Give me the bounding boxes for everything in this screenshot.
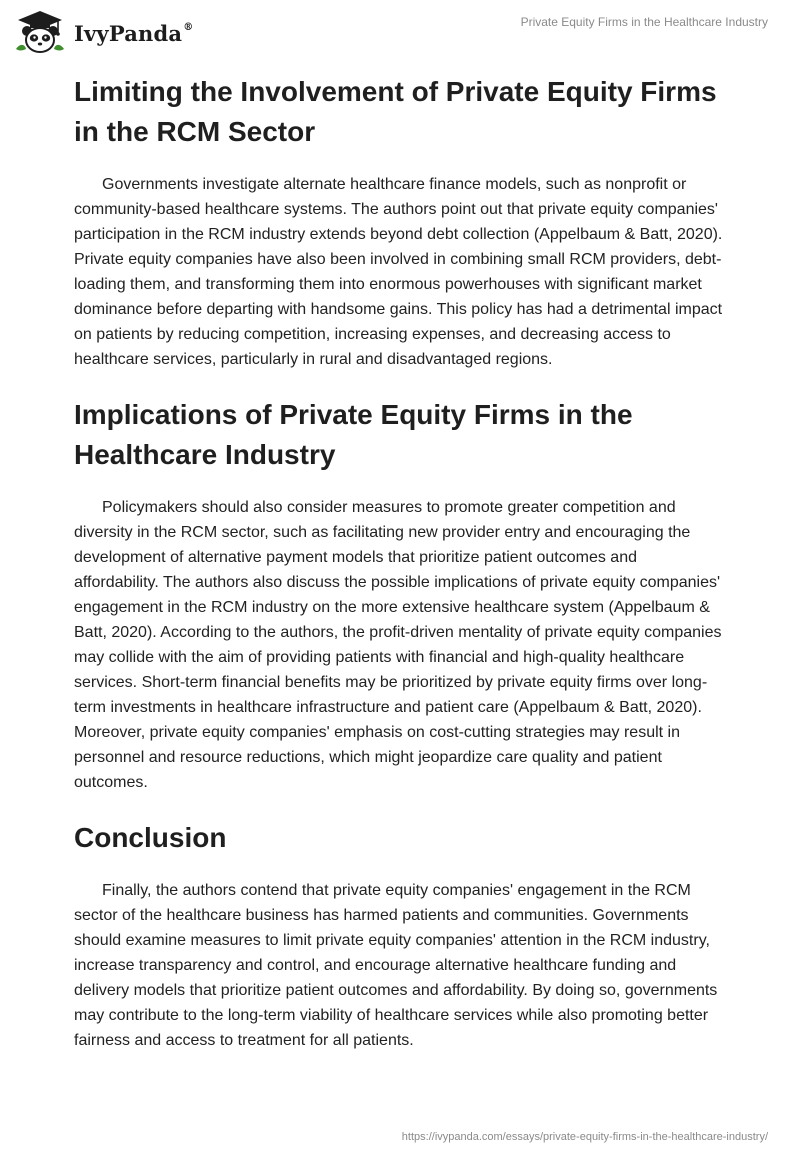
section-limiting-involvement (74, 72, 724, 372)
section-paragraph: Finally, the authors contend that private equity companies' engagement in the RCM sector of the healthcare business has harmed patients and communities. Governments should examine measures to limit private equity companies' attention in the RCM industry, increase transparency and control, and encourage alternative healthcare funding and delivery models that prioritize patient outcomes and affordability. By doing so, governments may contribute to the long-term viability of healthcare services while also promoting better fairness and access to treatment for all patients. (74, 882, 718, 1049)
section-implications (74, 395, 724, 795)
section-paragraph: Governments investigate alternate healthcare finance models, such as nonprofit or community-based healthcare systems. The authors point out that private equity companies' participation in the RCM industry extends beyond debt collection (Appelbaum & Batt, 2020). Private equity companies have also been involved in combining small RCM providers, debt-loading them, and transforming them into enormous powerhouses with significant market dominance before departing with handsome gains. This policy has had a detrimental impact on patients by reducing competition, increasing expenses, and decreasing access to healthcare services, particularly in rural and disadvantaged regions. (74, 176, 723, 368)
ivypanda-logo[interactable] (14, 9, 193, 55)
running-title: Private Equity Firms in the Healthcare Industry (520, 15, 768, 29)
section-heading: Conclusion (74, 822, 227, 853)
essay-content (74, 72, 724, 1076)
section-heading: Limiting the Involvement of Private Equity Firms in the RCM Sector (74, 76, 717, 147)
registered-mark: ® (183, 21, 194, 33)
page-header (0, 0, 800, 64)
panda-graduate-icon (14, 9, 66, 55)
brand-name: IvyPanda® (74, 20, 194, 46)
section-paragraph: Policymakers should also consider measures to promote greater competition and diversity in the RCM sector, such as facilitating new provider entry and encouraging the development of alternative payment models that prioritize patient outcomes and affordability. The authors also discuss the possible implications of private equity companies' engagement in the RCM industry on the more extensive healthcare system (Appelbaum & Batt, 2020). According to the authors, the profit-driven mentality of private equity companies may collide with the aim of providing patients with financial and high-quality healthcare services. Short-term financial benefits may be prioritized by private equity firms over long-term investments in healthcare infrastructure and patient care (Appelbaum & Batt, 2020). Moreover, private equity companies' emphasis on cost-cutting strategies may result in personnel and resource reductions, which might jeopardize care quality and patient outcomes. (74, 499, 722, 791)
section-heading: Implications of Private Equity Firms in the Healthcare Industry (74, 399, 633, 470)
footer-url[interactable]: https://ivypanda.com/essays/private-equity-firms-in-the-healthcare-industry/ (401, 1131, 768, 1143)
section-conclusion (74, 818, 724, 1053)
